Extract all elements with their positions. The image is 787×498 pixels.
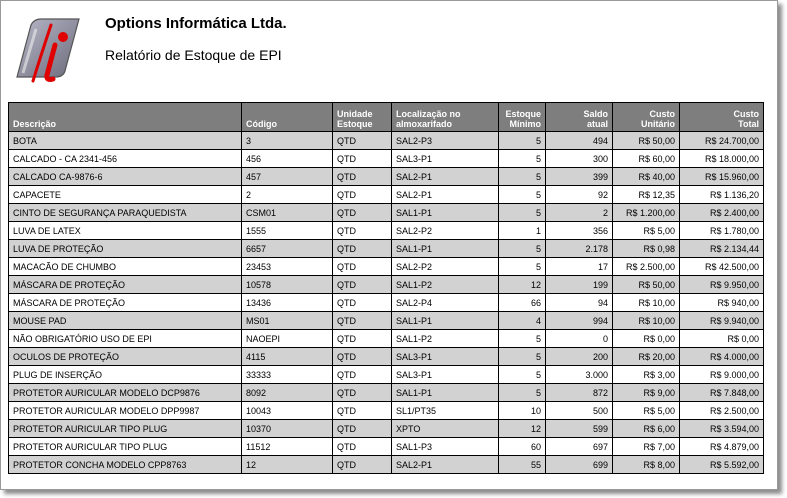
cell-localizacao: SAL1-P2: [392, 330, 499, 348]
cell-localizacao: SAL2-P2: [392, 258, 499, 276]
column-header-custo-total: [680, 103, 764, 132]
cell-saldo-atual: 500: [546, 402, 613, 420]
cell-custo-total: R$ 9.000,00: [680, 366, 764, 384]
cell-codigo: 10043: [242, 402, 333, 420]
cell-descricao: NÃO OBRIGATÓRIO USO DE EPI: [9, 330, 242, 348]
column-header-descricao: [9, 103, 242, 132]
cell-localizacao: SAL1-P3: [392, 438, 499, 456]
cell-custo-total: R$ 9.940,00: [680, 312, 764, 330]
cell-codigo: 33333: [242, 366, 333, 384]
table-row: [9, 348, 764, 366]
cell-descricao: CAPACETE: [9, 186, 242, 204]
cell-estoque-minimo: 5: [499, 132, 546, 150]
cell-unidade-estoque: QTD: [333, 384, 392, 402]
cell-unidade-estoque: QTD: [333, 258, 392, 276]
cell-codigo: 457: [242, 168, 333, 186]
cell-descricao: PLUG DE INSERÇÃO: [9, 366, 242, 384]
cell-unidade-estoque: QTD: [333, 204, 392, 222]
cell-unidade-estoque: QTD: [333, 348, 392, 366]
cell-unidade-estoque: QTD: [333, 402, 392, 420]
cell-codigo: 2: [242, 186, 333, 204]
column-header-text: atual: [586, 119, 608, 129]
cell-custo-unitario: R$ 10,00: [613, 312, 680, 330]
cell-custo-total: R$ 3.594,00: [680, 420, 764, 438]
column-header-text: Saldo: [583, 109, 608, 119]
table-header-row: [9, 103, 764, 132]
cell-custo-unitario: R$ 0,98: [613, 240, 680, 258]
cell-descricao: CALCADO CA-9876-6: [9, 168, 242, 186]
cell-unidade-estoque: QTD: [333, 330, 392, 348]
cell-estoque-minimo: 5: [499, 258, 546, 276]
cell-saldo-atual: 994: [546, 312, 613, 330]
cell-codigo: NAOEPI: [242, 330, 333, 348]
cell-custo-total: R$ 42.500,00: [680, 258, 764, 276]
cell-custo-total: R$ 18.000,00: [680, 150, 764, 168]
cell-estoque-minimo: 5: [499, 150, 546, 168]
column-header-text: Localização no: [396, 109, 461, 119]
cell-localizacao: SAL2-P4: [392, 294, 499, 312]
cell-descricao: MOUSE PAD: [9, 312, 242, 330]
cell-custo-unitario: R$ 7,00: [613, 438, 680, 456]
cell-estoque-minimo: 60: [499, 438, 546, 456]
cell-descricao: LUVA DE PROTEÇÃO: [9, 240, 242, 258]
cell-unidade-estoque: QTD: [333, 150, 392, 168]
cell-estoque-minimo: 66: [499, 294, 546, 312]
column-header-text: Unitário: [640, 119, 675, 129]
table-row: [9, 258, 764, 276]
column-header-text: Estoque: [505, 109, 541, 119]
cell-unidade-estoque: QTD: [333, 312, 392, 330]
table-row: [9, 312, 764, 330]
cell-descricao: LUVA DE LATEX: [9, 222, 242, 240]
cell-saldo-atual: 199: [546, 276, 613, 294]
cell-saldo-atual: 872: [546, 384, 613, 402]
table-row: [9, 420, 764, 438]
cell-custo-unitario: R$ 50,00: [613, 276, 680, 294]
cell-codigo: 6657: [242, 240, 333, 258]
column-header-text: Código: [246, 119, 277, 129]
cell-descricao: MÁSCARA DE PROTEÇÃO: [9, 276, 242, 294]
column-header-text: Estoque: [337, 119, 373, 129]
cell-localizacao: SAL1-P1: [392, 312, 499, 330]
cell-localizacao: SAL2-P1: [392, 168, 499, 186]
cell-unidade-estoque: QTD: [333, 294, 392, 312]
table-row: [9, 330, 764, 348]
cell-custo-unitario: R$ 40,00: [613, 168, 680, 186]
cell-custo-total: R$ 5.592,00: [680, 456, 764, 474]
table-row: [9, 204, 764, 222]
cell-codigo: CSM01: [242, 204, 333, 222]
cell-descricao: OCULOS DE PROTEÇÃO: [9, 348, 242, 366]
cell-unidade-estoque: QTD: [333, 438, 392, 456]
cell-estoque-minimo: 5: [499, 204, 546, 222]
cell-estoque-minimo: 5: [499, 186, 546, 204]
cell-custo-unitario: R$ 9,00: [613, 384, 680, 402]
cell-codigo: 3: [242, 132, 333, 150]
cell-saldo-atual: 300: [546, 150, 613, 168]
cell-localizacao: SAL2-P2: [392, 222, 499, 240]
cell-saldo-atual: 3.000: [546, 366, 613, 384]
cell-estoque-minimo: 5: [499, 348, 546, 366]
cell-estoque-minimo: 12: [499, 420, 546, 438]
cell-custo-total: R$ 2.134,44: [680, 240, 764, 258]
cell-unidade-estoque: QTD: [333, 186, 392, 204]
cell-custo-total: R$ 940,00: [680, 294, 764, 312]
table-row: [9, 168, 764, 186]
cell-saldo-atual: 200: [546, 348, 613, 366]
cell-localizacao: SAL3-P1: [392, 348, 499, 366]
cell-custo-total: R$ 7.848,00: [680, 384, 764, 402]
cell-unidade-estoque: QTD: [333, 168, 392, 186]
table-row: [9, 276, 764, 294]
table-row: [9, 294, 764, 312]
cell-unidade-estoque: QTD: [333, 366, 392, 384]
cell-codigo: MS01: [242, 312, 333, 330]
cell-saldo-atual: 2.178: [546, 240, 613, 258]
cell-custo-total: R$ 24.700,00: [680, 132, 764, 150]
cell-unidade-estoque: QTD: [333, 222, 392, 240]
cell-saldo-atual: 0: [546, 330, 613, 348]
cell-codigo: 4115: [242, 348, 333, 366]
cell-saldo-atual: 94: [546, 294, 613, 312]
table-row: [9, 438, 764, 456]
cell-localizacao: SAL3-P1: [392, 366, 499, 384]
cell-codigo: 13436: [242, 294, 333, 312]
cell-custo-unitario: R$ 5,00: [613, 222, 680, 240]
cell-estoque-minimo: 5: [499, 240, 546, 258]
cell-estoque-minimo: 5: [499, 330, 546, 348]
cell-codigo: 456: [242, 150, 333, 168]
cell-custo-unitario: R$ 10,00: [613, 294, 680, 312]
cell-custo-unitario: R$ 6,00: [613, 420, 680, 438]
cell-descricao: PROTETOR AURICULAR TIPO PLUG: [9, 420, 242, 438]
cell-estoque-minimo: 5: [499, 366, 546, 384]
cell-codigo: 10578: [242, 276, 333, 294]
table-row: [9, 186, 764, 204]
cell-descricao: MÁSCARA DE PROTEÇÃO: [9, 294, 242, 312]
cell-descricao: PROTETOR AURICULAR TIPO PLUG: [9, 438, 242, 456]
cell-descricao: CINTO DE SEGURANÇA PARAQUEDISTA: [9, 204, 242, 222]
cell-saldo-atual: 92: [546, 186, 613, 204]
column-header-codigo: [242, 103, 333, 132]
cell-custo-unitario: R$ 5,00: [613, 402, 680, 420]
column-header-estoque-minimo: [499, 103, 546, 132]
cell-descricao: PROTETOR AURICULAR MODELO DPP9987: [9, 402, 242, 420]
column-header-custo-unitario: [613, 103, 680, 132]
column-header-text: Descrição: [13, 119, 57, 129]
table-row: [9, 132, 764, 150]
cell-saldo-atual: 494: [546, 132, 613, 150]
column-header-text: Total: [738, 119, 759, 129]
cell-custo-total: R$ 9.950,00: [680, 276, 764, 294]
column-header-text: Unidade: [337, 109, 373, 119]
cell-estoque-minimo: 12: [499, 276, 546, 294]
cell-codigo: 1555: [242, 222, 333, 240]
cell-descricao: PROTETOR AURICULAR MODELO DCP9876: [9, 384, 242, 402]
cell-custo-total: R$ 2.500,00: [680, 402, 764, 420]
cell-estoque-minimo: 10: [499, 402, 546, 420]
table-row: [9, 240, 764, 258]
cell-unidade-estoque: QTD: [333, 132, 392, 150]
inventory-table: [8, 102, 764, 474]
cell-saldo-atual: 2: [546, 204, 613, 222]
cell-estoque-minimo: 5: [499, 384, 546, 402]
table-row: [9, 402, 764, 420]
cell-custo-total: R$ 1.780,00: [680, 222, 764, 240]
cell-saldo-atual: 17: [546, 258, 613, 276]
table-row: [9, 222, 764, 240]
cell-descricao: BOTA: [9, 132, 242, 150]
column-header-text: Custo: [733, 109, 759, 119]
cell-saldo-atual: 697: [546, 438, 613, 456]
cell-descricao: PROTETOR CONCHA MODELO CPP8763: [9, 456, 242, 474]
cell-custo-total: R$ 0,00: [680, 330, 764, 348]
cell-localizacao: SAL1-P1: [392, 384, 499, 402]
cell-localizacao: SAL1-P2: [392, 276, 499, 294]
cell-codigo: 11512: [242, 438, 333, 456]
cell-localizacao: SAL2-P1: [392, 186, 499, 204]
cell-custo-unitario: R$ 50,00: [613, 132, 680, 150]
cell-descricao: CALCADO - CA 2341-456: [9, 150, 242, 168]
cell-estoque-minimo: 1: [499, 222, 546, 240]
cell-unidade-estoque: QTD: [333, 420, 392, 438]
cell-localizacao: SAL2-P3: [392, 132, 499, 150]
cell-custo-unitario: R$ 20,00: [613, 348, 680, 366]
cell-saldo-atual: 699: [546, 456, 613, 474]
column-header-text: almoxarifado: [396, 119, 453, 129]
cell-custo-total: R$ 4.000,00: [680, 348, 764, 366]
cell-custo-unitario: R$ 1.200,00: [613, 204, 680, 222]
column-header-unidade-estoque: [333, 103, 392, 132]
report-title: Relatório de Estoque de EPI: [105, 47, 282, 63]
table-row: [9, 456, 764, 474]
column-header-text: Mínimo: [509, 119, 541, 129]
cell-saldo-atual: 356: [546, 222, 613, 240]
cell-localizacao: SAL2-P1: [392, 456, 499, 474]
table-row: [9, 150, 764, 168]
cell-localizacao: SL1/PT35: [392, 402, 499, 420]
cell-unidade-estoque: QTD: [333, 456, 392, 474]
table-row: [9, 366, 764, 384]
cell-custo-unitario: R$ 2.500,00: [613, 258, 680, 276]
column-header-text: Custo: [649, 109, 675, 119]
cell-estoque-minimo: 55: [499, 456, 546, 474]
cell-custo-total: R$ 1.136,20: [680, 186, 764, 204]
company-name: Options Informática Ltda.: [105, 15, 287, 32]
column-header-localizacao: [392, 103, 499, 132]
cell-codigo: 10370: [242, 420, 333, 438]
cell-custo-total: R$ 15.960,00: [680, 168, 764, 186]
cell-unidade-estoque: QTD: [333, 240, 392, 258]
cell-localizacao: XPTO: [392, 420, 499, 438]
table-body: [9, 132, 764, 474]
options-logo-icon: [11, 15, 83, 85]
cell-codigo: 12: [242, 456, 333, 474]
cell-custo-unitario: R$ 3,00: [613, 366, 680, 384]
cell-custo-total: R$ 2.400,00: [680, 204, 764, 222]
cell-localizacao: SAL1-P1: [392, 240, 499, 258]
cell-custo-total: R$ 4.879,00: [680, 438, 764, 456]
column-header-saldo-atual: [546, 103, 613, 132]
cell-descricao: MACACÃO DE CHUMBO: [9, 258, 242, 276]
cell-custo-unitario: R$ 8,00: [613, 456, 680, 474]
cell-unidade-estoque: QTD: [333, 276, 392, 294]
cell-custo-unitario: R$ 12,35: [613, 186, 680, 204]
cell-estoque-minimo: 4: [499, 312, 546, 330]
cell-custo-unitario: R$ 0,00: [613, 330, 680, 348]
cell-saldo-atual: 399: [546, 168, 613, 186]
cell-codigo: 8092: [242, 384, 333, 402]
cell-codigo: 23453: [242, 258, 333, 276]
cell-localizacao: SAL3-P1: [392, 150, 499, 168]
cell-saldo-atual: 599: [546, 420, 613, 438]
cell-estoque-minimo: 5: [499, 168, 546, 186]
cell-custo-unitario: R$ 60,00: [613, 150, 680, 168]
table-row: [9, 384, 764, 402]
cell-localizacao: SAL1-P1: [392, 204, 499, 222]
